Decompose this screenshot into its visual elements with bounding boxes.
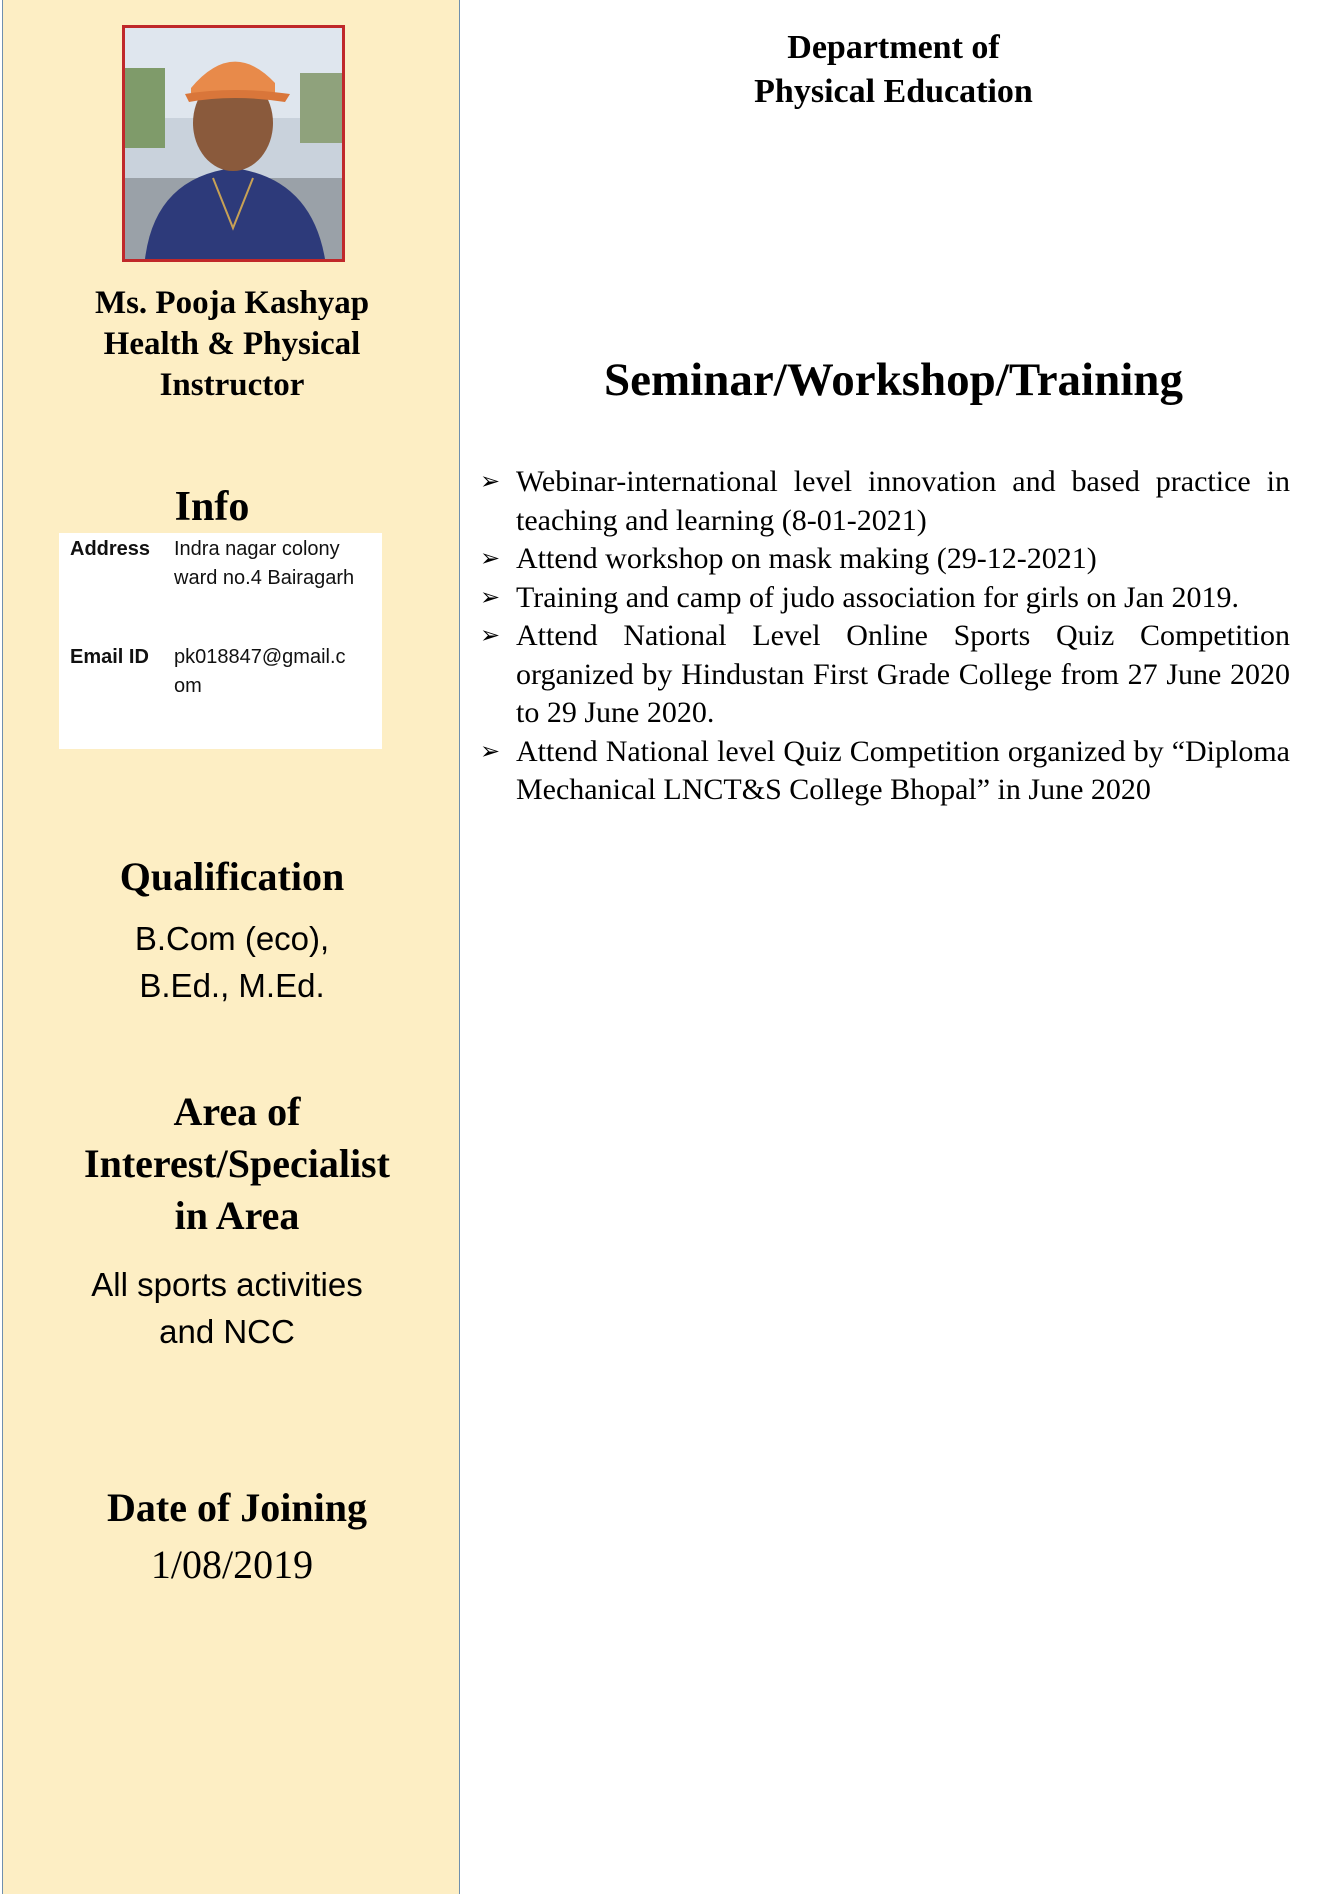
joining-heading: Date of Joining: [107, 1485, 367, 1530]
email-value: [174, 643, 379, 701]
profile-photo: [122, 25, 345, 262]
interest-line1: All sports activities: [91, 1266, 363, 1303]
arrow-bullet-icon: ➢: [480, 738, 501, 765]
qualification-line2: B.Ed., M.Ed.: [139, 967, 325, 1004]
department-line1: Department of: [787, 29, 1000, 66]
list-item-text: Training and camp of judo association for girls on Jan 2019.: [516, 580, 1239, 614]
qualification-body: [3, 915, 461, 1009]
list-item: [480, 463, 1290, 540]
arrow-bullet-icon: ➢: [480, 584, 501, 611]
email-line2: om: [174, 675, 202, 697]
department-title: [460, 26, 1327, 114]
arrow-bullet-icon: ➢: [480, 469, 501, 495]
joining-date: 1/08/2019: [150, 1542, 314, 1587]
profile-name-block: [3, 283, 461, 406]
profile-name: Ms. Pooja Kashyap: [94, 285, 370, 321]
interest-heading-line1: Area of: [173, 1089, 301, 1134]
address-line1: Indra nagar colony: [174, 538, 340, 560]
list-item: [480, 540, 1290, 579]
interest-heading: [8, 1086, 466, 1242]
section-title: Seminar/Workshop/Training: [604, 354, 1183, 406]
profile-designation-line1: Health & Physical: [103, 326, 361, 362]
qualification-heading: Qualification: [119, 854, 345, 899]
info-box: [59, 533, 382, 749]
address-value: [174, 535, 379, 593]
address-label: Address: [70, 538, 151, 560]
interest-heading-line3: in Area: [174, 1193, 300, 1238]
list-item-text: Attend workshop on mask making (29-12-2021): [516, 542, 1097, 575]
training-list: [480, 463, 1290, 810]
email-label: Email ID: [70, 646, 149, 668]
interest-body: [0, 1261, 456, 1355]
list-item: [480, 617, 1290, 733]
list-item: [480, 579, 1290, 618]
profile-sidebar: [2, 0, 460, 1894]
email-line1: pk018847@gmail.c: [174, 646, 346, 668]
profile-designation-line2: Instructor: [159, 367, 305, 403]
portrait-image: [125, 28, 342, 259]
list-item-text: Webinar-international level innovation and based practice in teaching and learning (8-01-2021): [516, 465, 1290, 537]
list-item-text: Attend National Level Online Sports Quiz Competition organized by Hindustan First Grade College from 27 June 2020 to 29 June 2020.: [516, 619, 1290, 729]
info-heading: Info: [174, 484, 250, 530]
interest-line2: and NCC: [159, 1313, 295, 1350]
department-line2: Physical Education: [754, 73, 1033, 110]
qualification-line1: B.Com (eco),: [134, 920, 330, 957]
list-item: [480, 733, 1290, 810]
list-item-text: Attend National level Quiz Competition organized by “Diploma Mechanical LNCT&S College Bhopal” in June 2020: [516, 734, 1290, 806]
arrow-bullet-icon: ➢: [480, 623, 501, 649]
address-line2: ward no.4 Bairagarh: [174, 567, 355, 589]
arrow-bullet-icon: ➢: [480, 546, 501, 572]
interest-heading-line2: Interest/Specialist: [84, 1141, 390, 1186]
